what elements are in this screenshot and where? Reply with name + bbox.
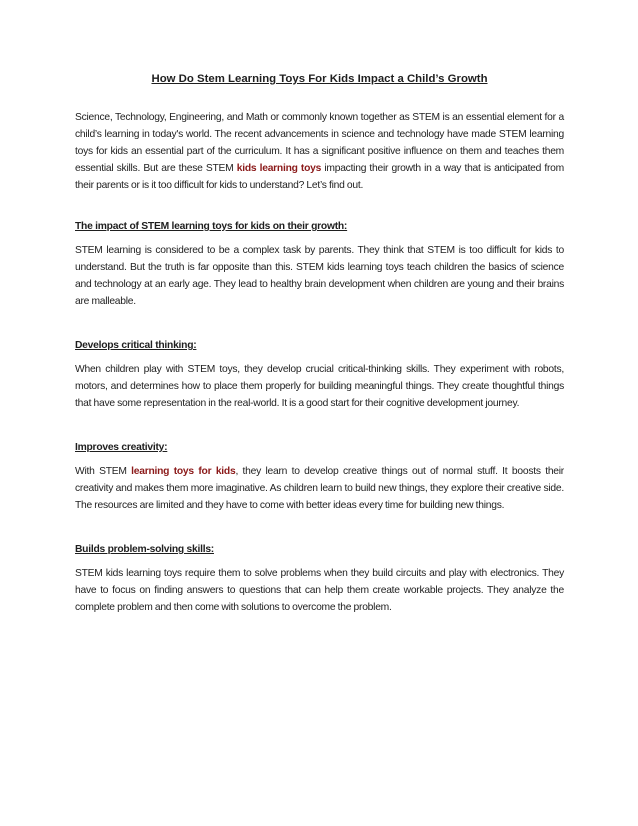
creativity-text-after: , they learn to develop creative things out of normal stuff. It boosts their creativity and makes them more imaginative. As children learn to build new things, they explore their creative side. The resources are limited and they have to come with better ideas every time for building new things. [75, 466, 564, 511]
section-text-critical-thinking: When children play with STEM toys, they develop crucial critical-thinking skills. They experiment with robots, motors, and determines how to place them properly for building meaningful things. They create thoughtful things that have some representation in the real-world. It is a good start for their cognitive development journey. [75, 364, 564, 409]
intro-text-before: Science, Technology, Engineering, and Math or commonly known together as STEM is an essential element for a child’s learning in today's world. The recent advancements in science and technology have made STEM learning toys for kids an essential part of the curriculum. It has a significant positive influence on them and teaches them essential skills. But are these STEM [75, 112, 564, 174]
section-text-problem-solving: STEM kids learning toys require them to solve problems when they build circuits and play with electronics. They have to focus on finding answers to questions that can help them create workable projects. They analyze the complete problem and then come with solutions to overcome the problem. [75, 568, 564, 613]
intro-paragraph [75, 109, 564, 194]
intro-text-after: impacting their growth in a way that is anticipated from their parents or is it too difficult for kids to understand? Let’s find out. [75, 163, 564, 191]
document-body [75, 72, 564, 616]
section-heading-creativity: Improves creativity: [75, 442, 168, 453]
section-text-creativity [75, 463, 564, 514]
section-text-impact: STEM learning is considered to be a complex task by parents. They think that STEM is too difficult for kids to understand. But the truth is far opposite than this. STEM kids learning toys teach children the basics of science and technology at an early age. They lead to healthy brain development when children are young and their brains are malleable. [75, 245, 564, 307]
creativity-text-before: With STEM [75, 466, 132, 477]
learning-toys-for-kids-link[interactable]: learning toys for kids [131, 466, 236, 477]
section-heading-critical-thinking: Develops critical thinking: [75, 340, 197, 351]
document-title: How Do Stem Learning Toys For Kids Impact a Child’s Growth [151, 73, 488, 85]
section-heading-impact: The impact of STEM learning toys for kids on their growth: [75, 221, 348, 232]
section-heading-problem-solving: Builds problem-solving skills: [75, 544, 214, 555]
kids-learning-toys-link[interactable]: kids learning toys [236, 163, 322, 174]
